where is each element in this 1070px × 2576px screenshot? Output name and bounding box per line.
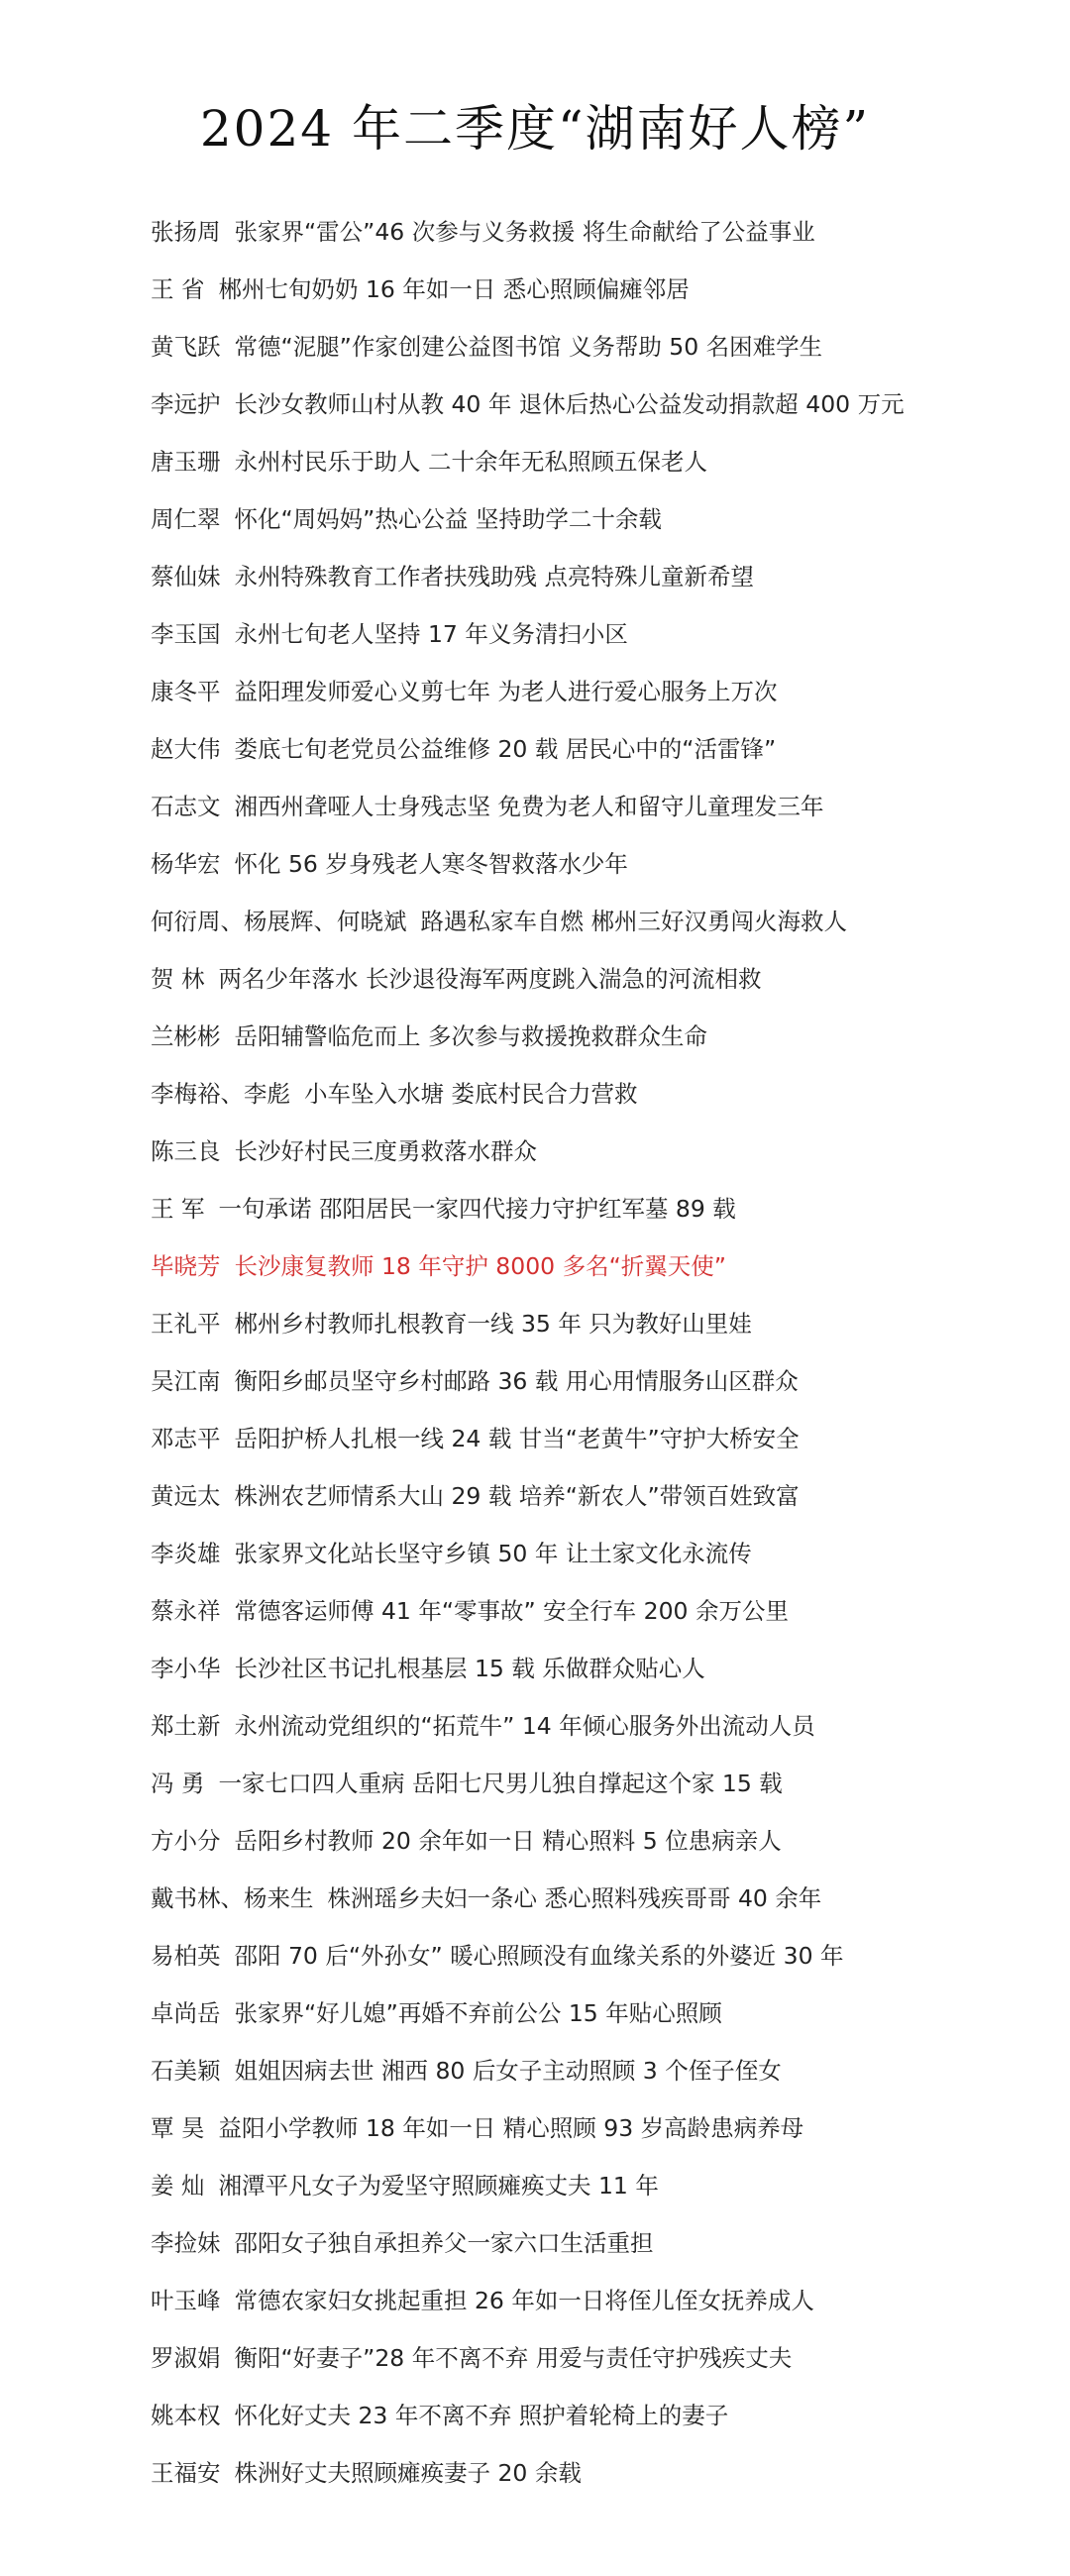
list-item bbox=[151, 2387, 1030, 2444]
list-item bbox=[151, 376, 1030, 433]
list-item bbox=[151, 1180, 1030, 1237]
person-description: 一句承诺 邵阳居民一家四代接力守护红军墓 89 载 bbox=[218, 1195, 736, 1223]
list-item bbox=[151, 1812, 1030, 1870]
list-item bbox=[151, 1065, 1030, 1123]
person-name: 邓志平 bbox=[151, 1425, 221, 1452]
person-name: 周仁翠 bbox=[151, 505, 221, 533]
person-name: 覃 昊 bbox=[151, 2114, 205, 2142]
person-description: 株洲好丈夫照顾瘫痪妻子 20 余载 bbox=[234, 2459, 582, 2487]
person-name: 王 省 bbox=[151, 275, 205, 303]
list-item bbox=[151, 1008, 1030, 1065]
list-item bbox=[151, 1352, 1030, 1410]
list-item bbox=[151, 2042, 1030, 2099]
list-item bbox=[151, 663, 1030, 720]
person-name: 冯 勇 bbox=[151, 1770, 205, 1797]
person-name: 叶玉峰 bbox=[151, 2287, 221, 2314]
person-description: 常德“泥腿”作家创建公益图书馆 义务帮助 50 名困难学生 bbox=[234, 333, 823, 361]
list-item bbox=[151, 835, 1030, 893]
person-description: 长沙社区书记扎根基层 15 载 乐做群众贴心人 bbox=[234, 1655, 705, 1682]
person-name: 李玉国 bbox=[151, 620, 221, 648]
person-description: 衡阳乡邮员坚守乡村邮路 36 载 用心用情服务山区群众 bbox=[234, 1367, 799, 1395]
person-name: 蔡仙妹 bbox=[151, 563, 221, 590]
list-item bbox=[151, 2444, 1030, 2502]
person-description: 姐姐因病去世 湘西 80 后女子主动照顾 3 个侄子侄女 bbox=[234, 2057, 782, 2085]
person-description: 小车坠入水塘 娄底村民合力营救 bbox=[304, 1080, 638, 1108]
person-description: 永州流动党组织的“拓荒牛” 14 年倾心服务外出流动人员 bbox=[234, 1712, 815, 1740]
person-name: 石美颖 bbox=[151, 2057, 221, 2085]
person-description: 怀化好丈夫 23 年不离不弃 照护着轮椅上的妻子 bbox=[234, 2402, 729, 2429]
person-name: 易柏英 bbox=[151, 1942, 221, 1970]
person-name: 李捡妹 bbox=[151, 2229, 221, 2257]
person-name: 张扬周 bbox=[151, 218, 221, 246]
list-item bbox=[151, 893, 1030, 950]
person-description: 长沙好村民三度勇救落水群众 bbox=[234, 1137, 537, 1165]
person-name: 王礼平 bbox=[151, 1310, 221, 1338]
person-name: 黄远太 bbox=[151, 1482, 221, 1510]
person-name: 李梅裕、李彪 bbox=[151, 1080, 290, 1108]
person-name: 石志文 bbox=[151, 793, 221, 820]
person-name: 蔡永祥 bbox=[151, 1597, 221, 1625]
person-name: 王福安 bbox=[151, 2459, 221, 2487]
list-item bbox=[151, 720, 1030, 778]
person-description: 湘西州聋哑人士身残志坚 免费为老人和留守儿童理发三年 bbox=[234, 793, 824, 820]
person-description: 邵阳 70 后“外孙女” 暖心照顾没有血缘关系的外婆近 30 年 bbox=[234, 1942, 844, 1970]
person-description: 怀化“周妈妈”热心公益 坚持助学二十余载 bbox=[234, 505, 662, 533]
list-item bbox=[151, 1123, 1030, 1180]
person-name: 陈三良 bbox=[151, 1137, 221, 1165]
person-description: 永州村民乐于助人 二十余年无私照顾五保老人 bbox=[234, 448, 707, 476]
person-description: 郴州乡村教师扎根教育一线 35 年 只为教好山里娃 bbox=[234, 1310, 752, 1338]
person-description: 岳阳护桥人扎根一线 24 载 甘当“老黄牛”守护大桥安全 bbox=[234, 1425, 800, 1452]
person-name: 贺 林 bbox=[151, 965, 205, 993]
person-name: 李远护 bbox=[151, 390, 221, 418]
list-item bbox=[151, 2329, 1030, 2387]
list-item bbox=[151, 490, 1030, 548]
person-description: 岳阳辅警临危而上 多次参与救援挽救群众生命 bbox=[234, 1022, 707, 1050]
list-item bbox=[151, 1410, 1030, 1467]
list-item bbox=[151, 433, 1030, 490]
list-item bbox=[151, 1927, 1030, 1985]
person-description: 怀化 56 岁身残老人寒冬智救落水少年 bbox=[234, 850, 628, 878]
list-item bbox=[151, 605, 1030, 663]
list-item bbox=[151, 1237, 1030, 1295]
person-description: 张家界文化站长坚守乡镇 50 年 让土家文化永流传 bbox=[234, 1540, 752, 1567]
person-description: 长沙女教师山村从教 40 年 退休后热心公益发动捐款超 400 万元 bbox=[234, 390, 905, 418]
person-description: 两名少年落水 长沙退役海军两度跳入湍急的河流相救 bbox=[218, 965, 762, 993]
list-item bbox=[151, 950, 1030, 1008]
person-name: 卓尚岳 bbox=[151, 1999, 221, 2027]
person-description: 永州特殊教育工作者扶残助残 点亮特殊儿童新希望 bbox=[234, 563, 754, 590]
person-description: 益阳理发师爱心义剪七年 为老人进行爱心服务上万次 bbox=[234, 678, 778, 705]
person-name: 郑土新 bbox=[151, 1712, 221, 1740]
honor-list bbox=[151, 203, 1030, 2502]
person-description: 张家界“雷公”46 次参与义务救援 将生命献给了公益事业 bbox=[234, 218, 815, 246]
person-name: 李小华 bbox=[151, 1655, 221, 1682]
person-description: 常德客运师傅 41 年“零事故” 安全行车 200 余万公里 bbox=[234, 1597, 789, 1625]
person-description: 娄底七旬老党员公益维修 20 载 居民心中的“活雷锋” bbox=[234, 735, 777, 763]
person-name: 赵大伟 bbox=[151, 735, 221, 763]
list-item bbox=[151, 778, 1030, 835]
list-item bbox=[151, 1467, 1030, 1525]
person-description: 永州七旬老人坚持 17 年义务清扫小区 bbox=[234, 620, 628, 648]
person-name: 吴江南 bbox=[151, 1367, 221, 1395]
person-description: 邵阳女子独自承担养父一家六口生活重担 bbox=[234, 2229, 654, 2257]
person-name: 唐玉珊 bbox=[151, 448, 221, 476]
list-item bbox=[151, 318, 1030, 376]
list-item bbox=[151, 1525, 1030, 1582]
list-item bbox=[151, 1295, 1030, 1352]
list-item bbox=[151, 1755, 1030, 1812]
list-item bbox=[151, 2157, 1030, 2214]
person-name: 罗淑娟 bbox=[151, 2344, 221, 2372]
list-item bbox=[151, 2214, 1030, 2272]
person-description: 衡阳“好妻子”28 年不离不弃 用爱与责任守护残疾丈夫 bbox=[234, 2344, 793, 2372]
person-name: 毕晓芳 bbox=[151, 1252, 221, 1280]
person-name: 姜 灿 bbox=[151, 2172, 205, 2200]
list-item bbox=[151, 1640, 1030, 1697]
person-name: 黄飞跃 bbox=[151, 333, 221, 361]
person-description: 株洲瑶乡夫妇一条心 悉心照料残疾哥哥 40 余年 bbox=[327, 1884, 822, 1912]
person-name: 兰彬彬 bbox=[151, 1022, 221, 1050]
person-name: 康冬平 bbox=[151, 678, 221, 705]
person-name: 何衍周、杨展辉、何晓斌 bbox=[151, 908, 407, 935]
list-item bbox=[151, 1985, 1030, 2042]
list-item bbox=[151, 1697, 1030, 1755]
person-name: 王 军 bbox=[151, 1195, 205, 1223]
person-description: 岳阳乡村教师 20 余年如一日 精心照料 5 位患病亲人 bbox=[234, 1827, 782, 1855]
person-description: 株洲农艺师情系大山 29 载 培养“新农人”带领百姓致富 bbox=[234, 1482, 800, 1510]
person-name: 姚本权 bbox=[151, 2402, 221, 2429]
person-description: 湘潭平凡女子为爱坚守照顾瘫痪丈夫 11 年 bbox=[218, 2172, 659, 2200]
person-description: 张家界“好儿媳”再婚不弃前公公 15 年贴心照顾 bbox=[234, 1999, 722, 2027]
person-description: 常德农家妇女挑起重担 26 年如一日将侄儿侄女抚养成人 bbox=[234, 2287, 814, 2314]
list-item bbox=[151, 1582, 1030, 1640]
list-item bbox=[151, 261, 1030, 318]
person-name: 戴书林、杨来生 bbox=[151, 1884, 314, 1912]
person-description: 郴州七旬奶奶 16 年如一日 悉心照顾偏瘫邻居 bbox=[218, 275, 690, 303]
list-item bbox=[151, 548, 1030, 605]
person-description: 益阳小学教师 18 年如一日 精心照顾 93 岁高龄患病养母 bbox=[218, 2114, 804, 2142]
page-title: 2024 年二季度“湖南好人榜” bbox=[199, 100, 871, 158]
person-description: 长沙康复教师 18 年守护 8000 多名“折翼天使” bbox=[234, 1252, 726, 1280]
list-item bbox=[151, 2272, 1030, 2329]
person-description: 路遇私家车自燃 郴州三好汉勇闯火海救人 bbox=[420, 908, 847, 935]
person-name: 李炎雄 bbox=[151, 1540, 221, 1567]
list-item bbox=[151, 1870, 1030, 1927]
person-description: 一家七口四人重病 岳阳七尺男儿独自撑起这个家 15 载 bbox=[218, 1770, 783, 1797]
person-name: 杨华宏 bbox=[151, 850, 221, 878]
list-item bbox=[151, 2099, 1030, 2157]
person-name: 方小分 bbox=[151, 1827, 221, 1855]
list-item bbox=[151, 203, 1030, 261]
